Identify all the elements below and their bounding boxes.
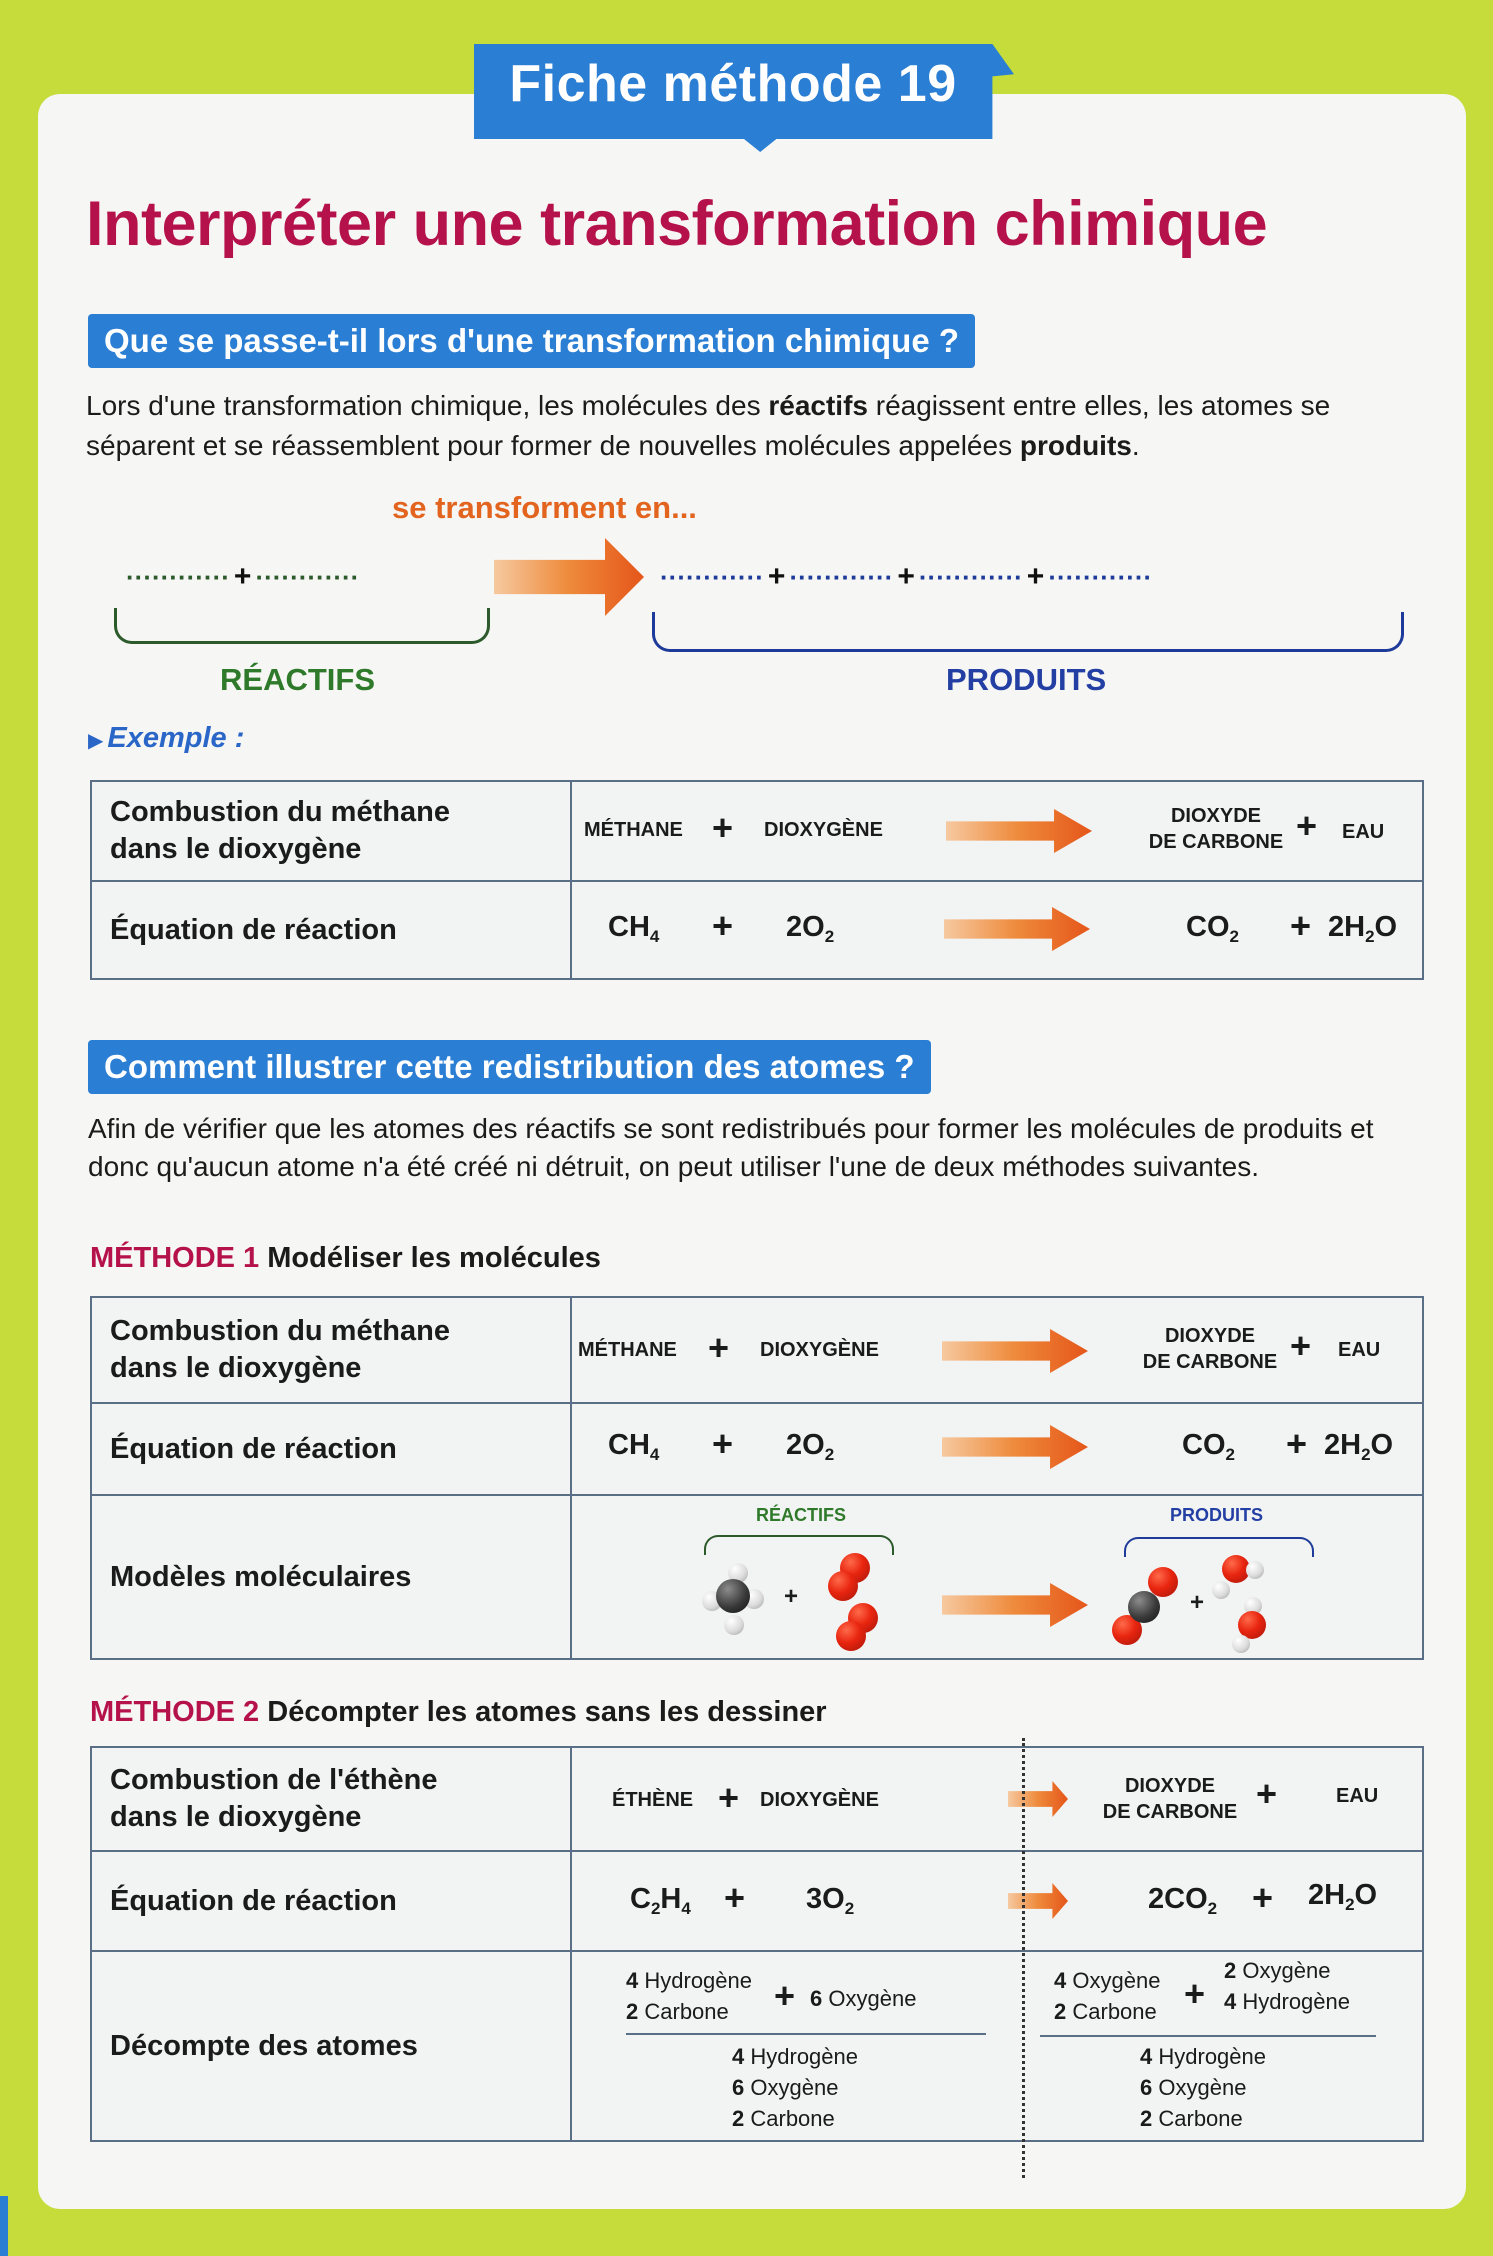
reactant-name: DIOXYGÈNE bbox=[760, 1789, 879, 1811]
plus-sign: + bbox=[1252, 1877, 1274, 1918]
formula-c2h4: $C_2H_4$ bbox=[630, 1883, 691, 1918]
row-header: Décompte des atomes bbox=[91, 1951, 571, 2141]
table-row bbox=[91, 1297, 1423, 1403]
formula-o2: $3O_2$ bbox=[806, 1883, 855, 1918]
table-row bbox=[91, 1951, 1423, 2141]
reactant-name: DIOXYGÈNE bbox=[764, 819, 883, 841]
formula-equation-cell bbox=[571, 1851, 1423, 1951]
products-label: PRODUITS bbox=[946, 662, 1107, 697]
formula-co2: $CO_2$ bbox=[1182, 1429, 1235, 1464]
word-equation-cell bbox=[571, 1747, 1423, 1851]
reaction-arrow-icon bbox=[942, 1329, 1088, 1373]
method1-heading: MÉTHODE 1 Modéliser les molécules bbox=[90, 1242, 601, 1274]
product-name: EAU bbox=[1342, 821, 1385, 843]
formula-h2o: $2H_2O$ bbox=[1324, 1429, 1394, 1464]
formula-o2: $2O_2$ bbox=[786, 1429, 835, 1464]
formula-co2: $CO_2$ bbox=[1186, 911, 1239, 946]
table-row bbox=[91, 881, 1423, 979]
term-produits: produits bbox=[1019, 430, 1132, 461]
product-name: DIOXYDE DE CARBONE bbox=[1148, 805, 1284, 853]
product-atom-list: 4 Oxygène 2 Carbone bbox=[1054, 1968, 1161, 2024]
product-name: EAU bbox=[1338, 1339, 1381, 1361]
products-placeholder: ············ + ············ + ············ + ············ bbox=[660, 560, 1153, 593]
reactant-name: MÉTHANE bbox=[584, 819, 683, 841]
formula-o2: $2O_2$ bbox=[786, 911, 835, 946]
reaction-arrow-icon bbox=[942, 1583, 1088, 1627]
sum-line bbox=[626, 2033, 986, 2035]
reactant-atom-list: 6 Oxygène bbox=[810, 1986, 917, 2011]
example-table bbox=[90, 780, 1424, 980]
sum-line bbox=[1040, 2035, 1376, 2037]
plus-sign: + bbox=[774, 1975, 796, 2016]
word-equation-cell bbox=[571, 1297, 1423, 1403]
plus-sign: + bbox=[708, 1327, 730, 1368]
reactants-placeholder: ············ + ············ bbox=[126, 560, 360, 593]
method2-heading: MÉTHODE 2 Décompter les atomes sans les dessiner bbox=[90, 1696, 827, 1728]
plus-sign: + bbox=[784, 1583, 799, 1610]
section-heading-2: Comment illustrer cette redistribution des atomes ? bbox=[88, 1040, 931, 1094]
para-text: réagissent entre elles, les atomes se séparent et se réassemblent pour former de nouvelles molécules appelées bbox=[86, 390, 1331, 461]
plus-sign: + bbox=[712, 905, 734, 946]
reaction-arrow-icon bbox=[944, 907, 1090, 951]
reactant-total-list: 4 Hydrogène 6 Oxygène 2 Carbone bbox=[732, 2044, 859, 2131]
product-name: EAU bbox=[1336, 1785, 1379, 1807]
word-equation-cell bbox=[571, 781, 1423, 881]
table-row bbox=[91, 1851, 1423, 1951]
term-reactifs: réactifs bbox=[768, 390, 868, 421]
product-total-list: 4 Hydrogène 6 Oxygène 2 Carbone bbox=[1140, 2044, 1267, 2131]
formula-ch4: $CH_4$ bbox=[608, 911, 660, 946]
plus-sign: + bbox=[724, 1877, 746, 1918]
para-text: . bbox=[1131, 430, 1140, 461]
formula-co2: $2CO_2$ bbox=[1148, 1883, 1218, 1918]
table-row bbox=[91, 1403, 1423, 1495]
row-header: Combustion de l'éthène dans le dioxygène bbox=[91, 1747, 571, 1851]
product-name: DIOXYDE DE CARBONE bbox=[1102, 1775, 1238, 1823]
section2-paragraph: Afin de vérifier que les atomes des réactifs se sont redistribués pour former les molécules de produits et donc qu'aucun atome n'a été créé ni détruit, on peut utiliser l'une de deux méthodes suivantes. bbox=[88, 1113, 1374, 1182]
plus-sign: + bbox=[1190, 1589, 1205, 1616]
reactants-brace bbox=[114, 608, 490, 644]
plus-sign: + bbox=[1184, 1973, 1206, 2014]
formula-equation-cell bbox=[571, 881, 1423, 979]
product-atom-list: 2 Oxygène 4 Hydrogène bbox=[1224, 1958, 1351, 2014]
products-brace bbox=[652, 612, 1404, 652]
plus-sign: + bbox=[1290, 1325, 1312, 1366]
badge-label: Fiche méthode 19 bbox=[509, 55, 957, 113]
reaction-arrow-icon bbox=[942, 1425, 1088, 1469]
transform-label: se transforment en... bbox=[392, 490, 697, 525]
plus-sign: + bbox=[712, 807, 734, 848]
products-mini-brace bbox=[1124, 1537, 1314, 1557]
reactant-name: DIOXYGÈNE bbox=[760, 1339, 879, 1361]
reactants-mini-brace bbox=[704, 1535, 894, 1555]
product-name: DIOXYDE DE CARBONE bbox=[1142, 1325, 1278, 1373]
row-header: Équation de réaction bbox=[91, 1403, 571, 1495]
atom-count-cell bbox=[571, 1951, 1423, 2141]
table-row bbox=[91, 781, 1423, 881]
method1-table bbox=[90, 1296, 1424, 1660]
plus-sign: + bbox=[1296, 805, 1318, 846]
formula-equation-cell bbox=[571, 1403, 1423, 1495]
row-header: Modèles moléculaires bbox=[91, 1495, 571, 1659]
reactant-name: MÉTHANE bbox=[578, 1339, 677, 1361]
reactants-label: RÉACTIFS bbox=[220, 662, 375, 697]
row-header: Équation de réaction bbox=[91, 1851, 571, 1951]
table-row bbox=[91, 1495, 1423, 1659]
reactant-product-separator bbox=[1022, 1738, 1025, 2178]
intro-paragraph bbox=[86, 386, 1436, 466]
page-title: Interpréter une transformation chimique bbox=[86, 189, 1268, 259]
plus-sign: + bbox=[1256, 1773, 1278, 1814]
molecular-models-cell bbox=[571, 1495, 1423, 1659]
products-mini-label: PRODUITS bbox=[1170, 1505, 1264, 1525]
reactant-atom-list: 4 Hydrogène 2 Carbone bbox=[626, 1968, 753, 2024]
method2-table bbox=[90, 1746, 1424, 2142]
reaction-arrow-icon bbox=[946, 809, 1092, 853]
triangle-bullet-icon: ▶ bbox=[88, 730, 104, 752]
reaction-arrow-icon bbox=[1008, 1781, 1068, 1817]
row-header: Combustion du méthane dans le dioxygène bbox=[91, 1297, 571, 1403]
example-label: ▶ Exemple : bbox=[88, 722, 245, 754]
row-header: Équation de réaction bbox=[91, 881, 571, 979]
formula-h2o: $2H_2O$ bbox=[1308, 1879, 1378, 1914]
page-edge-tab bbox=[0, 2196, 8, 2256]
plus-sign: + bbox=[712, 1423, 734, 1464]
reaction-arrow-icon bbox=[1008, 1883, 1068, 1919]
plus-sign: + bbox=[1286, 1423, 1308, 1464]
plus-sign: + bbox=[1290, 905, 1312, 946]
reactants-mini-label: RÉACTIFS bbox=[756, 1505, 846, 1525]
row-header: Combustion du méthane dans le dioxygène bbox=[91, 781, 571, 881]
para-text: Lors d'une transformation chimique, les molécules des bbox=[86, 390, 769, 421]
formula-h2o: $2H_2O$ bbox=[1328, 911, 1398, 946]
plus-sign: + bbox=[718, 1777, 740, 1818]
section-heading-1: Que se passe-t-il lors d'une transformation chimique ? bbox=[88, 314, 975, 368]
table-row bbox=[91, 1747, 1423, 1851]
formula-ch4: $CH_4$ bbox=[608, 1429, 660, 1464]
reactant-name: ÉTHÈNE bbox=[612, 1789, 694, 1811]
